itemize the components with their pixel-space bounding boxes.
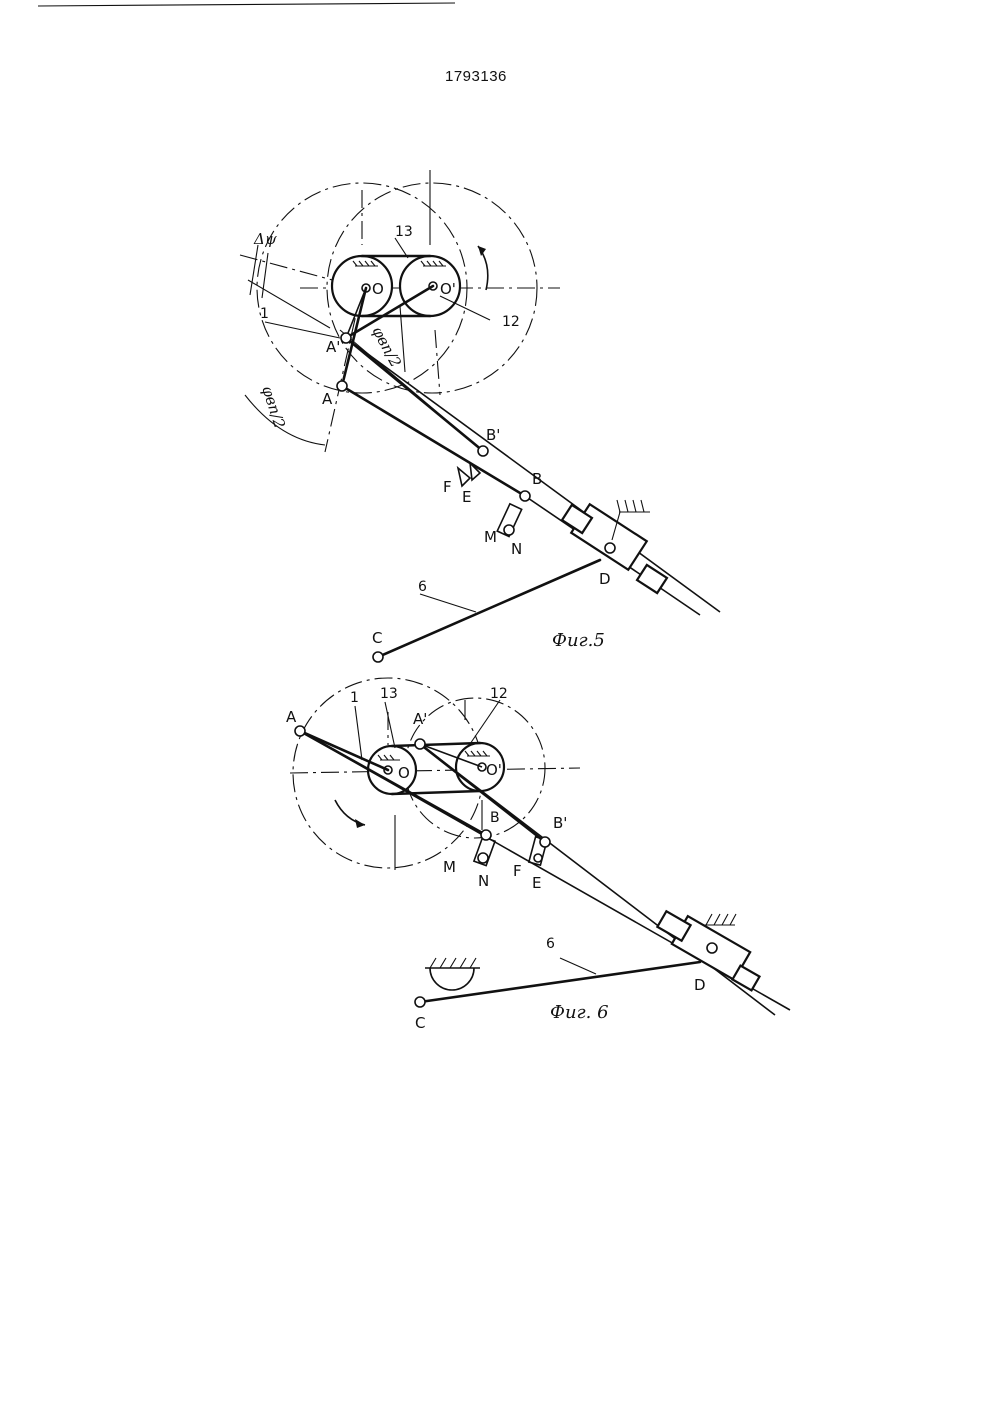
- fig5-label-delta-psi: Δψ: [254, 230, 277, 248]
- fig6-label-b-prime: B': [553, 814, 568, 832]
- fig5-vertical-centerline-lower: [435, 330, 440, 395]
- fig5-joint-b-prime: [478, 446, 488, 456]
- fig6-label-a-prime: A': [413, 710, 428, 728]
- fig5-label-b: B: [532, 470, 543, 488]
- fig6-ground-symbol: [425, 958, 480, 990]
- fig5-number-13: 13: [395, 224, 413, 240]
- fig6-leader-13: [385, 702, 395, 748]
- fig5-label-e: E: [462, 488, 472, 506]
- fig5-number-6: 6: [418, 579, 427, 595]
- fig5-leader-6: [420, 594, 476, 612]
- fig6-label-b: B: [490, 810, 500, 826]
- fig6-leader-1: [355, 706, 362, 760]
- page-number: 1793136: [445, 68, 507, 85]
- fig6-joint-a: [295, 726, 305, 736]
- fig5-label-o-prime: O': [440, 280, 456, 298]
- fig6-joint-b-prime: [540, 837, 550, 847]
- fig5-delta-psi-tick-1: [250, 245, 258, 295]
- fig6-arrow-head: [355, 819, 365, 828]
- fig6-belt-top: [392, 743, 480, 746]
- fig5-joint-c: [373, 652, 383, 662]
- fig5-number-12: 12: [502, 314, 520, 330]
- fig6-joint-b: [481, 830, 491, 840]
- fig6-number-6: 6: [546, 936, 555, 952]
- fig5-leader-1: [265, 322, 340, 338]
- fig5-label-f: F: [443, 478, 452, 496]
- fig5-number-1: 1: [260, 306, 269, 322]
- fig5-arrow-head: [478, 246, 486, 256]
- fig6-leader-6: [560, 958, 596, 974]
- fig6-label-o: O: [398, 764, 410, 782]
- fig5-joint-b: [520, 491, 530, 501]
- fig6-slider-d: [657, 911, 759, 990]
- fig6-number-1: 1: [350, 690, 359, 706]
- fig5-label-a: A: [322, 390, 333, 408]
- fig5-label-d: D: [599, 570, 611, 588]
- fig6-joint-a-prime: [415, 739, 425, 749]
- fig5-slider-d: [562, 500, 667, 593]
- fig5-joint-a-prime: [341, 333, 351, 343]
- figure-5: [240, 170, 720, 662]
- fig6-label-o-prime: O': [486, 761, 502, 779]
- fig6-number-13: 13: [380, 686, 398, 702]
- fig5-label-m: M: [484, 528, 497, 546]
- fig6-horizontal-centerline: [290, 768, 580, 773]
- top-border-line: [38, 3, 455, 6]
- fig5-joint-a: [337, 381, 347, 391]
- fig5-label-o: O: [372, 280, 384, 298]
- fig5-label-a-prime: A': [326, 338, 341, 356]
- fig6-leader-12: [470, 700, 500, 744]
- fig5-stop-mn: [497, 504, 521, 537]
- fig6-label-c: C: [415, 1014, 426, 1032]
- fig5-label-b-prime: B': [486, 426, 501, 444]
- fig6-number-12: 12: [490, 686, 508, 702]
- figure-6: [286, 678, 790, 1032]
- fig6-label-a: A: [286, 708, 297, 726]
- fig6-caption: Фиг. 6: [550, 1002, 609, 1023]
- fig6-label-m: M: [443, 858, 456, 876]
- fig5-label-angle-1: φвп/2: [368, 323, 405, 371]
- fig6-joint-c: [415, 997, 425, 1007]
- fig5-caption: Фиг.5: [552, 630, 605, 651]
- fig6-label-e: E: [532, 874, 542, 892]
- fig5-label-angle-2: φвп/2: [258, 383, 289, 431]
- fig6-label-f: F: [513, 862, 522, 880]
- fig6-label-n: N: [478, 872, 490, 890]
- fig6-label-d: D: [694, 976, 706, 994]
- fig6-crank-oa: [300, 731, 388, 770]
- fig5-label-c: C: [372, 629, 383, 647]
- fig5-label-n: N: [511, 540, 523, 558]
- fig6-rotation-arrow: [335, 800, 365, 825]
